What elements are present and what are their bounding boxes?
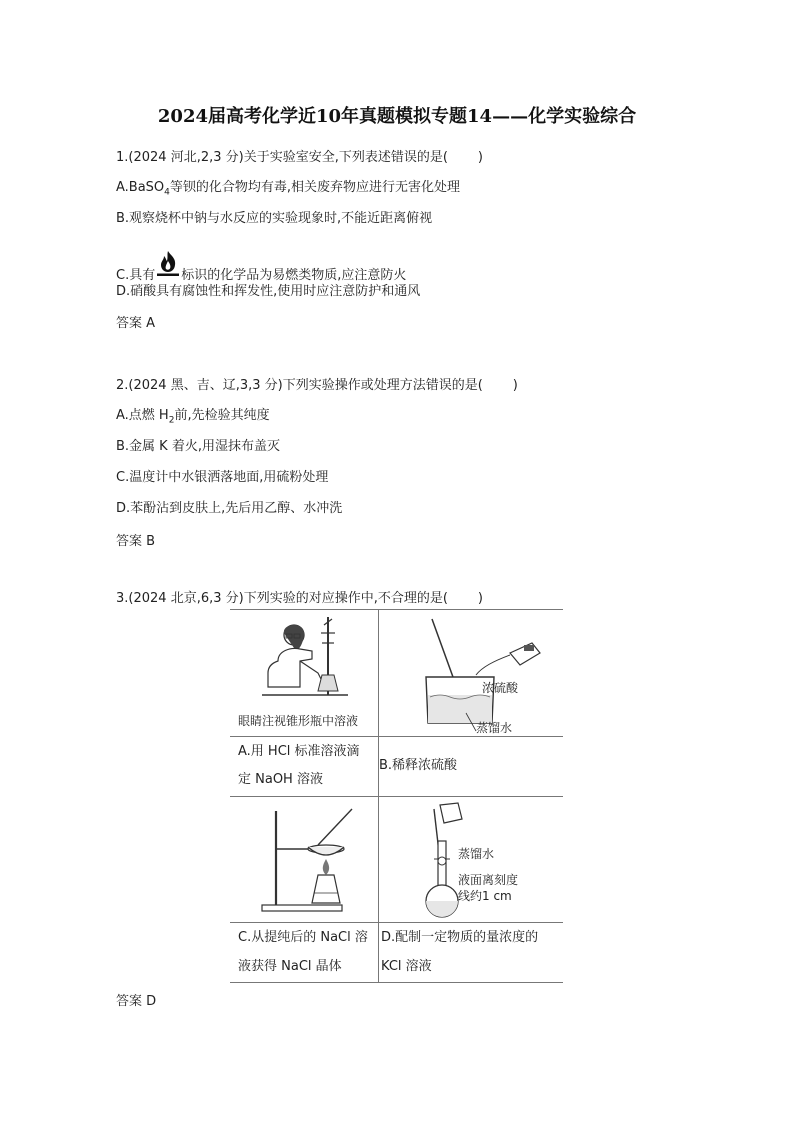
fig-b-label-acid: 浓硫酸 [482,681,519,695]
q1-option-c-pre: C.具有 [116,268,156,283]
fig-a-caption: 眼睛注视锥形瓶中溶液 [238,714,359,728]
q2-stem-close: ) [512,378,518,393]
q1-stem [116,146,483,165]
q2-option-a-post: 前,先检验其纯度 [174,408,270,423]
q3-option-b: B.稀释浓硫酸 [379,758,458,773]
q3-stem-close: ) [477,591,483,606]
fig-b-label-water: 蒸馏水 [476,721,513,735]
q1-option-a-pre: A.BaSO [116,180,165,195]
q2-option-a-sub: 2 [168,415,175,426]
q1-option-a-post: 等钡的化合物均有毒,相关废弃物应进行无害化处理 [169,180,461,195]
q2-stem-text: 2.(2024 黑、吉、辽,3,3 分)下列实验操作或处理方法错误的是( [116,378,483,393]
titration-figure [260,615,350,719]
q1-option-a [116,176,460,198]
table-border [230,796,563,797]
q1-option-b: B.观察烧杯中钠与水反应的实验现象时,不能近距离俯视 [116,211,433,226]
fig-d-label-distance: 线约1 cm [458,889,512,903]
q1-option-c-post: 标识的化学品为易燃类物质,应注意防火 [181,268,407,283]
evaporation-figure [260,805,370,919]
q1-stem-text: 1.(2024 河北,2,3 分)关于实验室安全,下列表述错误的是( [116,150,448,165]
q3-stem [116,587,483,606]
q2-answer: 答案 B [116,534,156,549]
q3-option-d-line2: KCl 溶液 [381,959,432,974]
q2-option-d: D.苯酚沾到皮肤上,先后用乙醇、水冲洗 [116,501,343,516]
fig-d-label-water: 蒸馏水 [458,847,495,861]
q1-option-d: D.硝酸具有腐蚀性和挥发性,使用时应注意防护和通风 [116,284,421,299]
q1-answer: 答案 A [116,316,156,331]
q2-option-a [116,404,270,426]
q3-option-d-line1: D.配制一定物质的量浓度的 [381,930,539,945]
volumetric-flask-figure [420,801,480,923]
q2-option-c: C.温度计中水银洒落地面,用硫粉处理 [116,470,329,485]
q1-stem-close: ) [477,150,483,165]
q2-stem [116,374,518,393]
flame-icon [155,249,181,277]
q3-option-c-line2: 液获得 NaCl 晶体 [238,959,342,974]
q2-option-b: B.金属 K 着火,用湿抹布盖灭 [116,439,280,454]
q1-option-c [116,255,406,283]
q3-answer: 答案 D [116,994,157,1009]
q3-options-table [230,609,563,983]
table-border [230,982,563,983]
q3-stem-text: 3.(2024 北京,6,3 分)下列实验的对应操作中,不合理的是( [116,591,448,606]
q2-option-a-pre: A.点燃 H [116,408,169,423]
q3-option-c-line1: C.从提纯后的 NaCl 溶 [238,930,368,945]
page-title: 2024届高考化学近10年真题模拟专题14——化学实验综合 [157,106,637,127]
table-border [378,609,379,983]
q1-option-a-sub: 4 [164,187,170,198]
q3-option-a-line1: A.用 HCl 标准溶液滴 [238,744,360,759]
fig-d-label-mark: 液面离刻度 [458,873,519,887]
table-border [230,609,563,610]
q3-option-a-line2: 定 NaOH 溶液 [238,772,323,787]
